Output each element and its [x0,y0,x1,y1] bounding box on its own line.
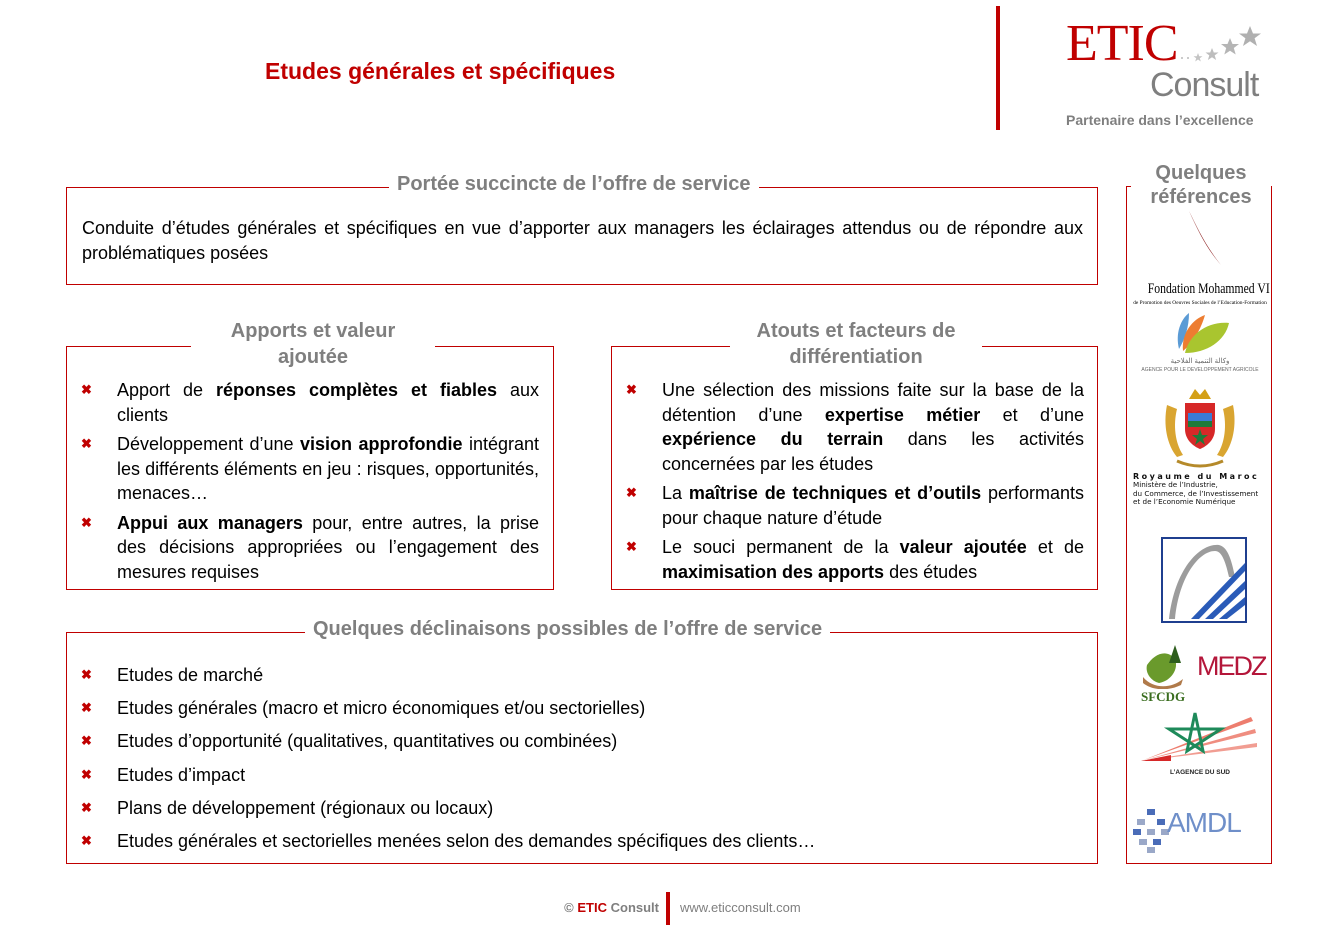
fmvi-sub: de Promotion des Oeuvres Sociales de l’Education-Formation [1133,300,1267,306]
item-text: La [662,483,689,503]
page-title: Etudes générales et spécifiques [265,58,616,84]
fondation-mohammed-vi-logo [1131,209,1269,309]
atouts-section [611,320,1098,590]
cross-bullet-icon: ✖ [81,436,92,451]
medz-name: MEDZ [1197,651,1266,681]
footer-brand: ETIC [577,900,607,915]
item-text: Etudes générales et sectorielles menées selon des demandes spécifiques des clients… [117,830,816,851]
item-emphasis: valeur ajoutée [899,537,1027,557]
agence-du-sud-logo [1131,711,1269,787]
sfcdg-name: SFCDG [1141,689,1186,704]
amdl-logo [1131,807,1269,857]
footer-copyright [564,900,659,915]
item-text: intégrant les différents éléments en jeu : risques, opportunités, menaces… [117,434,539,503]
list-item [81,511,539,585]
item-text: des études [884,561,978,582]
list-item [626,535,1084,584]
ministere-text [1133,473,1267,506]
ada-logo [1131,309,1269,379]
cross-bullet-icon: ✖ [81,667,92,682]
fmvi-name: Fondation Mohammed VI [1147,281,1270,297]
etic-consult-logo [1060,16,1280,136]
item-text: Une sélection des missions faite sur la base de la détention d’une [662,380,1084,425]
cross-bullet-icon: ✖ [81,514,92,530]
list-item [81,378,539,427]
list-item [626,378,1084,476]
item-emphasis: expérience du terrain [662,429,884,449]
item-text: Etudes de marché [117,665,264,685]
cross-bullet-icon: ✖ [626,485,637,500]
star-rays-icon [1141,711,1261,767]
bridge-logo [1131,537,1269,627]
item-text: dans les activités concernées par les études [662,429,1084,474]
bridge-arch-icon [1161,537,1247,623]
item-text: Le souci permanent de la [662,537,900,557]
ministere-line: et de l’Economie Numérique [1133,496,1236,506]
cross-bullet-icon: ✖ [81,799,92,815]
portee-section [66,173,1098,285]
leaves-icon [1171,309,1231,353]
item-text: pour, entre autres, la prise des décisions appropriées ou l’engagement des mesures requises [117,512,539,582]
portee-text: Conduite d’études générales et spécifiques en vue d’apporter aux managers les éclairages attendus ou de répondre aux problématiques posées [82,218,1083,263]
list-item [81,663,1081,688]
item-text: Plans de développement (régionaux ou locaux) [117,797,494,818]
cross-bullet-icon: ✖ [626,539,637,554]
list-item [81,763,1081,788]
ministere-line: du Commerce, de l’Investissement [1133,488,1259,498]
ada-sub: AGENCE POUR LE DEVELOPPEMENT AGRICOLE [1141,367,1259,373]
cross-bullet-icon: ✖ [81,832,92,848]
item-text: Etudes d’impact [117,764,246,785]
logo-brand: ETIC [1066,15,1178,72]
list-item [81,796,1081,821]
ministere-line: Royaume du Maroc [1133,472,1260,481]
header-divider [996,6,1000,130]
item-emphasis: maximisation des apports [662,561,885,582]
ministere-logo [1131,385,1269,515]
cross-bullet-icon: ✖ [81,733,92,749]
list-item [81,729,1081,754]
references-section [1126,162,1272,864]
item-text: Etudes générales (macro et micro économiques et/ou sectorielles) [117,698,646,719]
agence-du-sud-name: L’AGENCE DU SUD [1170,769,1230,776]
ada-sub-arabic: وكالة التنمية الفلاحية [1170,358,1230,365]
logo-sub: Consult [1150,66,1259,104]
ministere-line: Ministère de l’Industrie, [1133,480,1218,490]
sfcdg-medz-logos [1131,645,1269,711]
apports-section [66,320,554,590]
item-emphasis: Appui aux managers [117,512,303,533]
item-text: performants pour chaque nature d’étude [662,483,1084,528]
references-title: Quelques références [1131,161,1271,209]
stars-icon [1178,22,1264,66]
declinaisons-title: Quelques déclinaisons possibles de l’offre de service [305,616,830,642]
item-text: Développement d’une [117,434,301,454]
item-emphasis: expertise métier [824,404,981,425]
amdl-name: AMDL [1167,807,1241,838]
cross-bullet-icon: ✖ [81,700,92,716]
declinaisons-section [66,618,1098,864]
apports-title: Apports et valeur ajoutée [191,318,435,370]
footer-divider [666,892,670,925]
forest-hand-icon [1141,645,1185,689]
list-item [81,829,1081,854]
list-item [81,696,1081,721]
item-text: aux clients [117,380,539,425]
footer-brand-sub: Consult [610,900,659,915]
copyright-icon: © [564,900,574,915]
portee-title: Portée succincte de l’offre de service [389,171,759,197]
list-item [626,481,1084,530]
item-emphasis: vision approfondie [300,434,463,454]
atouts-title: Atouts et facteurs de différentiation [730,318,982,370]
item-text: et d’une [980,404,1085,425]
cross-bullet-icon: ✖ [626,382,637,397]
atouts-list [626,378,1084,589]
cross-bullet-icon: ✖ [81,382,92,397]
item-text: Etudes d’opportunité (qualitatives, quantitatives ou combinées) [117,731,618,752]
footer [0,892,1337,926]
swoosh-icon [1185,209,1225,269]
apports-list [81,378,539,589]
declinaisons-list [81,663,1081,862]
item-text: Apport de [117,380,216,400]
footer-url-link[interactable]: www.eticconsult.com [680,900,801,915]
logo-tagline: Partenaire dans l’excellence [1066,112,1254,128]
cross-bullet-icon: ✖ [81,766,92,782]
list-item [81,432,539,506]
item-emphasis: maîtrise de techniques et d’outils [688,483,982,503]
item-text: et de [1026,537,1084,557]
cubes-icon [1133,809,1169,853]
item-emphasis: réponses complètes et fiables [216,380,497,400]
coat-of-arms-icon [1159,385,1241,471]
